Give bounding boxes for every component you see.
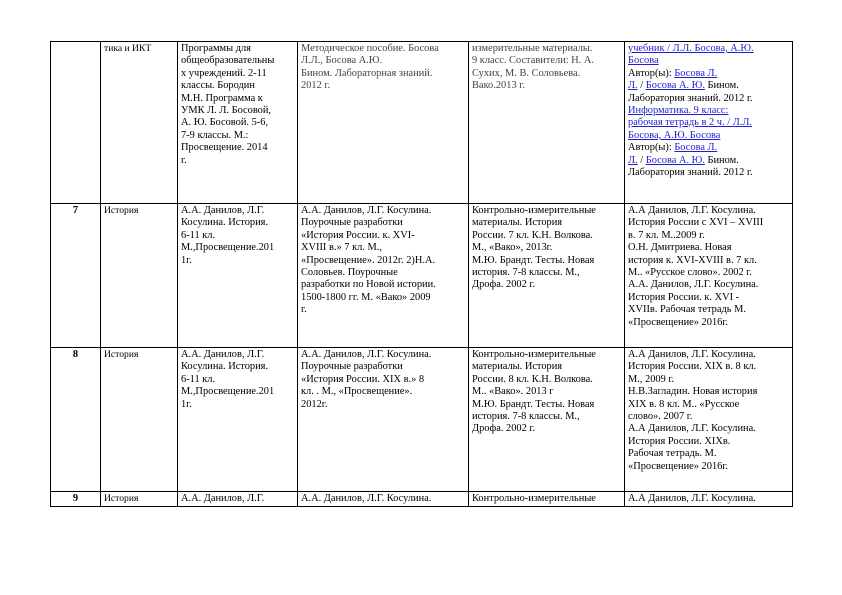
textbook-table (50, 41, 793, 507)
cell-text: Бином. (704, 154, 739, 166)
cell-line (628, 68, 789, 80)
cell-line (628, 292, 789, 304)
program-cell (178, 348, 298, 492)
cell-line (628, 255, 789, 267)
cell-line: Косулина. История. (181, 361, 269, 373)
cell-line: М.Н. Программа к (181, 92, 263, 104)
student-materials-cell (625, 204, 793, 348)
book-link[interactable]: Л. (628, 154, 638, 166)
cell-line: 6-11 кл. (181, 373, 216, 385)
cell-text: Бином. (704, 80, 739, 92)
cell-line (628, 448, 789, 460)
table-row (51, 348, 793, 492)
cell-text: Лаборатория знаний. 2012 г. (628, 167, 753, 179)
table-row (51, 492, 793, 507)
cell-line: Косулина. История. (181, 217, 269, 229)
cell-text: XIX в. 8 кл. М.. «Русское (628, 398, 740, 410)
cell-text: «Просвещение» 2016г. (628, 460, 729, 472)
table-row (51, 42, 793, 204)
cell-line: Методическое пособие. Босова (301, 43, 439, 54)
program-cell (178, 42, 298, 204)
row-number: 9 (51, 492, 101, 507)
cell-line (628, 142, 789, 154)
cell-line (628, 217, 789, 229)
book-link[interactable]: Босова А. Ю. (645, 80, 705, 92)
cell-line: А. Ю. Босовой. 5-6, (181, 117, 269, 129)
cell-text: М.. «Русское слово». 2002 г. (628, 267, 752, 279)
cell-line: М.,Просвещение.201 (181, 242, 275, 254)
cell-line (628, 242, 789, 254)
cell-line (628, 130, 789, 142)
cell-line: Соловьев. Поурочные (301, 267, 398, 279)
cell-line: классы. Бородин (181, 80, 255, 92)
cell-text: Автор(ы): (628, 142, 675, 154)
cell-line: Бином. Лабораторная знаний. (301, 67, 433, 79)
cell-line: Поурочные разработки (301, 361, 403, 373)
cell-line: России. 8 кл. К.Н. Волкова. (472, 373, 593, 385)
cell-line: «История России. XIX в.» 8 (301, 373, 425, 385)
cell-line: 2012г. (301, 398, 328, 410)
cell-text: О.Н. Дмитриева. Новая (628, 242, 732, 254)
cell-line: Л.Л., Босова А.Ю. (301, 55, 383, 67)
cell-line (628, 349, 789, 361)
cell-line: Дрофа. 2002 г. (472, 279, 536, 291)
cell-line: история. 7-8 классы. М., (472, 267, 580, 279)
cell-text: Автор(ы): (628, 67, 675, 79)
cell-line (628, 304, 789, 316)
control-materials-cell (469, 42, 625, 204)
cell-line (628, 361, 789, 373)
book-link[interactable]: рабочая тетрадь в 2 ч. / Л.Л. (628, 117, 752, 129)
cell-line: г. (301, 304, 307, 316)
cell-line: г. (181, 154, 187, 166)
cell-line: 1г. (181, 254, 192, 266)
student-materials-cell (625, 42, 793, 204)
cell-line (628, 205, 789, 217)
cell-text: «Просвещение» 2016г. (628, 316, 729, 328)
cell-text: Рабочая тетрадь. М. (628, 448, 717, 460)
manual-cell (298, 348, 469, 492)
cell-line (628, 93, 789, 105)
cell-line (628, 461, 789, 473)
cell-line: история. 7-8 классы. М., (472, 411, 580, 423)
cell-text: А.А Данилов, Л.Г. Косулина. (628, 493, 756, 504)
cell-line (628, 374, 789, 386)
cell-line (628, 117, 789, 129)
cell-line: 6-11 кл. (181, 229, 216, 241)
cell-text: История России с XVI – XVIII (628, 217, 764, 229)
student-materials-cell (625, 348, 793, 492)
cell-line: А.А. Данилов, Л.Г. (181, 349, 265, 360)
cell-text: история к. XVI-XVIII в. 7 кл. (628, 254, 757, 266)
control-materials-cell (469, 204, 625, 348)
cell-line: Просвещение. 2014 (181, 142, 268, 154)
cell-line: материалы. История (472, 217, 563, 229)
program-cell (178, 204, 298, 348)
cell-line (628, 411, 789, 423)
cell-line: Дрофа. 2002 г. (472, 423, 536, 435)
subject-cell: История (101, 492, 178, 507)
cell-line: Программы для (181, 43, 251, 54)
cell-line (628, 167, 789, 179)
cell-line: М., «Вако», 2013г. (472, 242, 553, 254)
manual-cell (298, 42, 469, 204)
cell-text: Лаборатория знаний. 2012 г. (628, 92, 753, 104)
cell-text: А.А Данилов, Л.Г. Косулина. (628, 423, 756, 435)
book-link[interactable]: Босова, А.Ю. Босова (628, 129, 721, 141)
cell-line: «Просвещение». 2012г. 2)Н.А. (301, 254, 436, 266)
cell-line: измерительные материалы. (472, 43, 593, 54)
cell-line: Сухих, М. В. Соловьева. (472, 67, 581, 79)
cell-line: России. 7 кл. К.Н. Волкова. (472, 229, 593, 241)
student-materials-cell (625, 492, 793, 507)
book-link[interactable]: Информатика. 9 класс: (628, 105, 729, 117)
manual-cell (298, 204, 469, 348)
cell-line: А.А. Данилов, Л.Г. (181, 493, 265, 504)
cell-line: М.Ю. Брандт. Тесты. Новая (472, 254, 595, 266)
cell-line (628, 493, 789, 505)
cell-line: 1500-1800 гг. М. «Вако» 2009 (301, 291, 431, 303)
cell-line: А.А. Данилов, Л.Г. Косулина. (301, 349, 432, 360)
cell-line (628, 267, 789, 279)
program-cell (178, 492, 298, 507)
row-number: 7 (51, 204, 101, 348)
cell-line: 2012 г. (301, 80, 331, 92)
cell-line: общеобразовательны (181, 55, 275, 67)
cell-text: История России. к. XVI - (628, 291, 740, 303)
cell-line: материалы. История (472, 361, 563, 373)
cell-line: XVIII в.» 7 кл. М., (301, 242, 382, 254)
cell-line: М.,Просвещение.201 (181, 386, 275, 398)
cell-text: А.А Данилов, Л.Г. Косулина. (628, 205, 756, 216)
book-link[interactable]: Босова Л. (674, 67, 718, 79)
cell-line: 9 класс. Составители: Н. А. (472, 55, 594, 67)
cell-line (628, 55, 789, 67)
cell-line: 7-9 классы. М.: (181, 129, 249, 141)
cell-line (628, 155, 789, 167)
book-link[interactable]: учебник / Л.Л. Босова, А.Ю. (628, 43, 754, 54)
cell-line: 1г. (181, 398, 192, 410)
cell-line (628, 436, 789, 448)
cell-line: Вако.2013 г. (472, 80, 525, 92)
control-materials-cell (469, 348, 625, 492)
cell-text: слово». 2007 г. (628, 411, 693, 423)
cell-line (628, 423, 789, 435)
row-number: 8 (51, 348, 101, 492)
cell-line: разработки по Новой истории. (301, 279, 436, 291)
cell-line: «История России. к. XVI- (301, 229, 415, 241)
cell-text: XVIIв. Рабочая тетрадь М. (628, 304, 746, 316)
cell-text: А.А. Данилов, Л.Г. Косулина. (628, 279, 759, 291)
cell-line: Поурочные разработки (301, 217, 403, 229)
book-link[interactable]: Л. (628, 80, 638, 92)
control-materials-cell (469, 492, 625, 507)
cell-line: Контрольно-измерительные (472, 205, 596, 216)
cell-line (628, 230, 789, 242)
cell-line: А.А. Данилов, Л.Г. (181, 205, 265, 216)
cell-text: в. 7 кл. М..2009 г. (628, 229, 705, 241)
cell-text: История России. XIXв. (628, 435, 731, 447)
table-row (51, 204, 793, 348)
cell-line (628, 43, 789, 55)
cell-line: Контрольно-измерительные (472, 349, 596, 360)
cell-line (628, 279, 789, 291)
book-link[interactable]: Босова (628, 55, 659, 67)
cell-line (628, 105, 789, 117)
cell-text: М., 2009 г. (628, 373, 675, 385)
cell-text: / (637, 154, 646, 166)
cell-text: История России. XIX в. 8 кл. (628, 361, 757, 373)
cell-line: Контрольно-измерительные (472, 493, 596, 504)
cell-line (628, 80, 789, 92)
cell-line: А.А. Данилов, Л.Г. Косулина. (301, 205, 432, 216)
cell-line: А.А. Данилов, Л.Г. Косулина. (301, 493, 432, 504)
book-link[interactable]: Босова Л. (674, 142, 718, 154)
cell-line: УМК Л. Л. Босовой, (181, 105, 272, 117)
cell-line: М.Ю. Брандт. Тесты. Новая (472, 398, 595, 410)
cell-text: Н.В.Загладин. Новая история (628, 386, 758, 398)
cell-line (628, 386, 789, 398)
cell-text: А.А Данилов, Л.Г. Косулина. (628, 349, 756, 360)
cell-text: / (637, 80, 646, 92)
cell-line: х учреждений. 2-11 (181, 67, 267, 79)
row-number (51, 42, 101, 204)
cell-line (628, 317, 789, 329)
book-link[interactable]: Босова А. Ю. (645, 154, 705, 166)
subject-cell: История (101, 204, 178, 348)
cell-line: кл. . М., «Просвещение». (301, 386, 413, 398)
cell-line (628, 399, 789, 411)
cell-line: М.. «Вако». 2013 г (472, 386, 554, 398)
manual-cell (298, 492, 469, 507)
subject-cell: История (101, 348, 178, 492)
subject-cell: тика и ИКТ (101, 42, 178, 204)
